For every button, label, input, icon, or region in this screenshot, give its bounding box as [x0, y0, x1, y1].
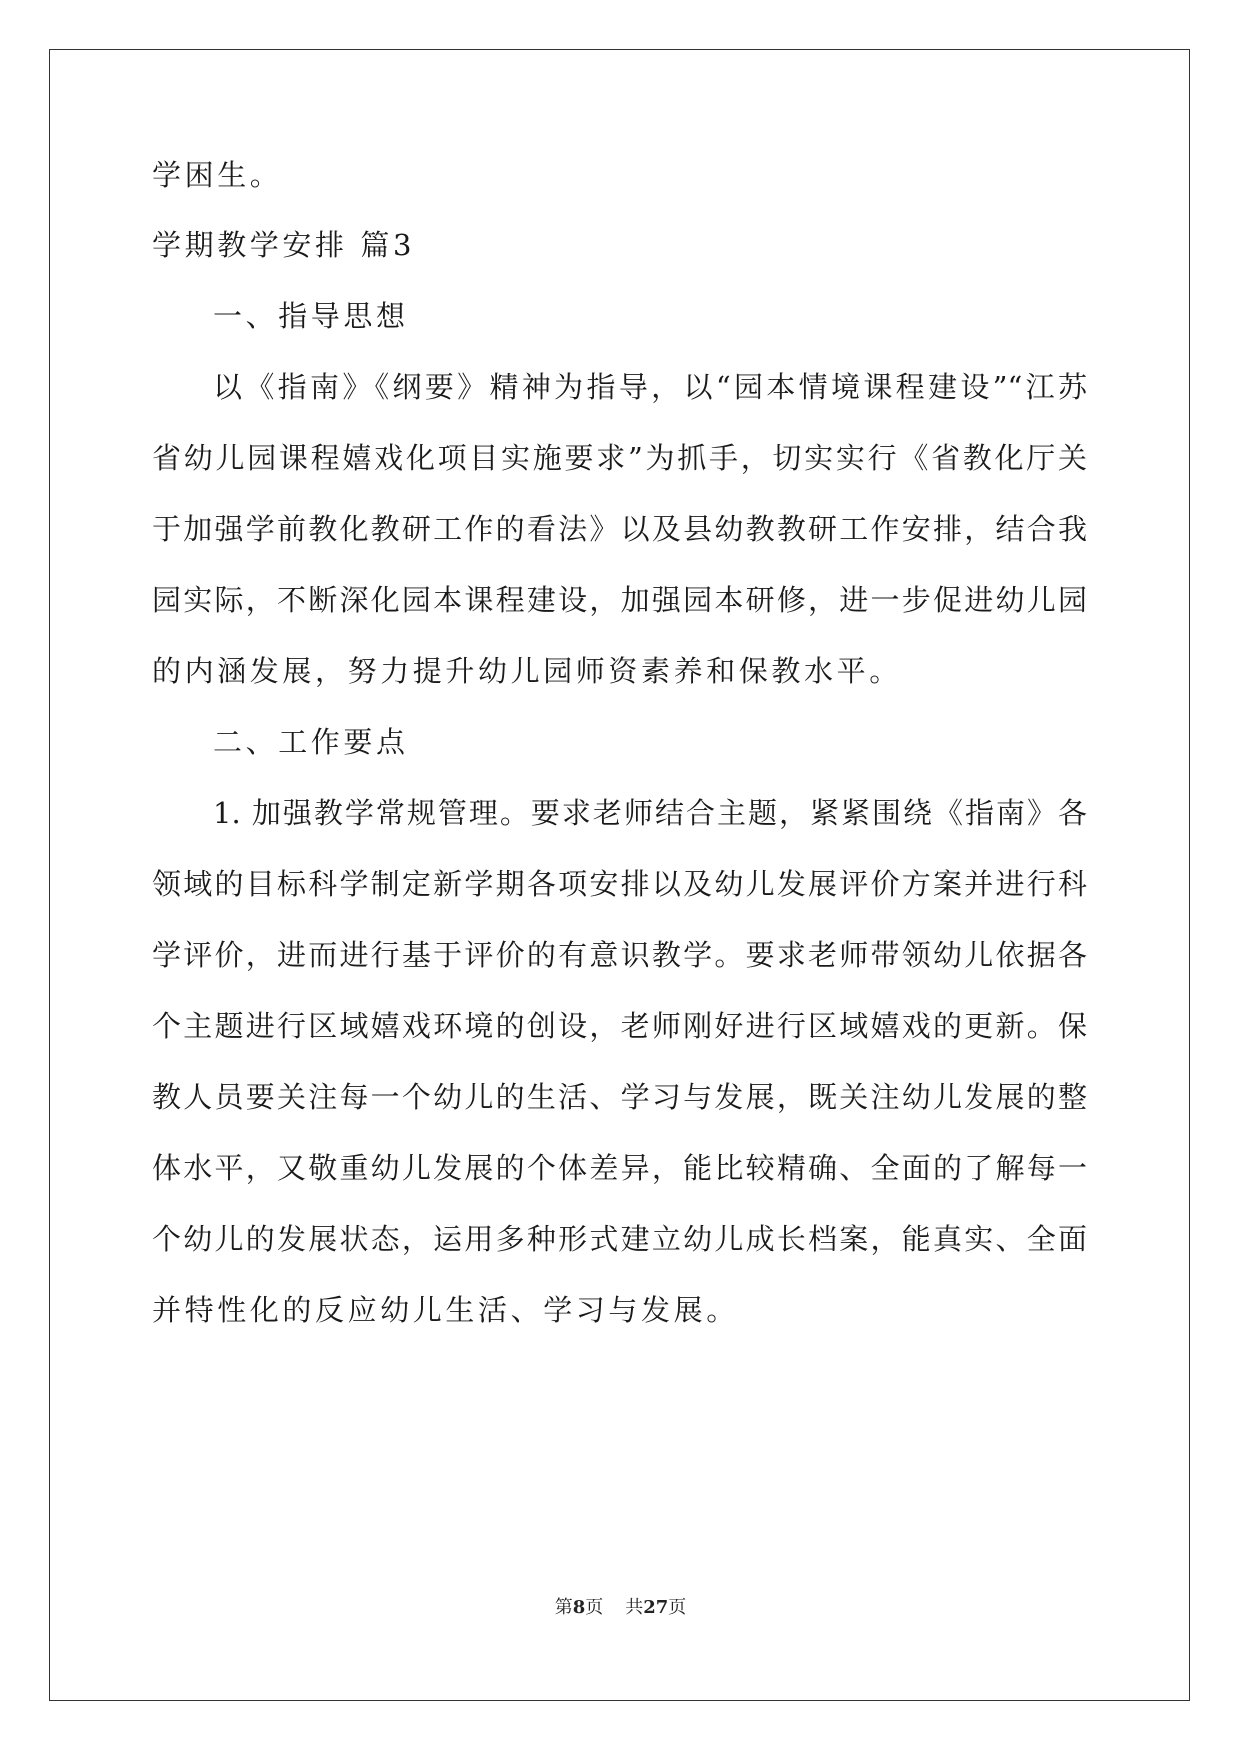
paragraph-line: 领域的目标科学制定新学期各项安排以及幼儿发展评价方案并进行科 — [152, 867, 1087, 901]
paragraph-line: 于加强学前教化教研工作的看法》以及县幼教教研工作安排，结合我 — [152, 512, 1087, 546]
paragraph-line: 教人员要关注每一个幼儿的生活、学习与发展，既关注幼儿发展的整 — [152, 1080, 1087, 1114]
heading-work-points: 二、工作要点 — [213, 725, 409, 759]
total-suffix: 页 — [668, 1597, 687, 1618]
paragraph-line: 学评价，进而进行基于评价的有意识教学。要求老师带领幼儿依据各 — [152, 938, 1087, 972]
section-title: 学期教学安排 篇3 — [152, 228, 416, 262]
paragraph-line: 以《指南》《纲要》精神为指导，以“园本情境课程建设”“江苏 — [213, 370, 1087, 404]
paragraph-line: 园实际，不断深化园本课程建设，加强园本研修，进一步促进幼儿园 — [152, 583, 1087, 617]
page-footer — [0, 1596, 1241, 1620]
paragraph-line: 体水平，又敬重幼儿发展的个体差异，能比较精确、全面的了解每一 — [152, 1151, 1087, 1185]
total-prefix: 共 — [625, 1597, 644, 1618]
page-suffix: 页 — [585, 1597, 604, 1618]
paragraph-line: 的内涵发展，努力提升幼儿园师资素养和保教水平。 — [152, 654, 902, 688]
page-total: 27 — [643, 1597, 669, 1618]
paragraph-line: 并特性化的反应幼儿生活、学习与发展。 — [152, 1293, 739, 1327]
heading-guiding-ideology: 一、指导思想 — [213, 299, 409, 333]
paragraph-line: 个幼儿的发展状态，运用多种形式建立幼儿成长档案，能真实、全面 — [152, 1222, 1087, 1256]
paragraph-line: 个主题进行区域嬉戏环境的创设，老师刚好进行区域嬉戏的更新。保 — [152, 1009, 1087, 1043]
paragraph-line: 1. 加强教学常规管理。要求老师结合主题，紧紧围绕《指南》各 — [213, 796, 1087, 830]
page-prefix: 第 — [554, 1597, 573, 1618]
paragraph-line: 学困生。 — [152, 158, 283, 192]
page-current: 8 — [572, 1597, 586, 1618]
paragraph-line: 省幼儿园课程嬉戏化项目实施要求”为抓手，切实实行《省教化厅关 — [152, 441, 1087, 475]
